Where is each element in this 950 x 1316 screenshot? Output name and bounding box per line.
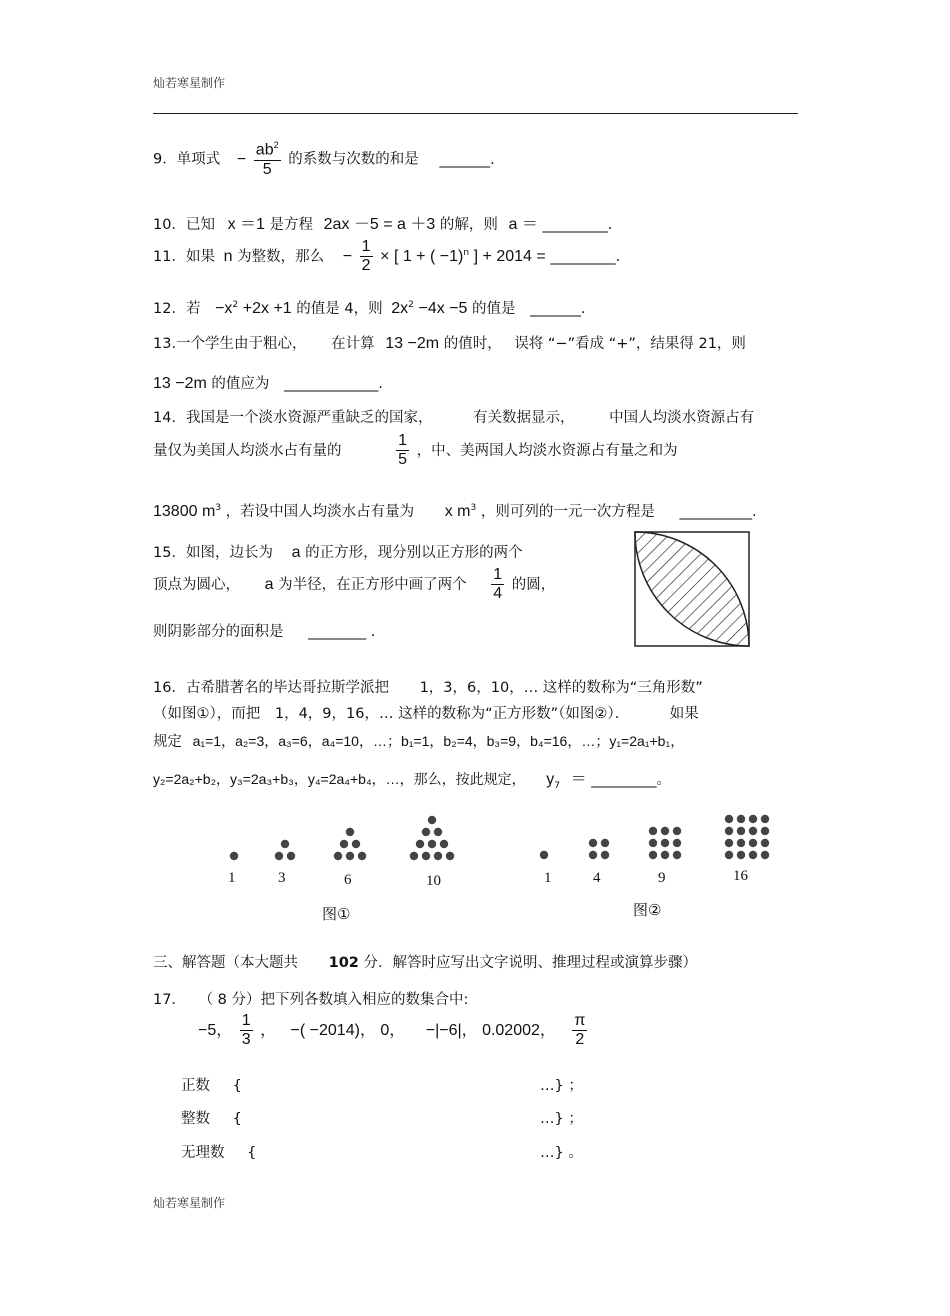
q12-text1: 的值是 4，则 xyxy=(296,301,383,317)
triangular-dot xyxy=(422,828,430,836)
square-dot xyxy=(601,839,609,847)
triangular-dot xyxy=(358,852,366,860)
q15-frac-num: 1 xyxy=(493,566,503,583)
q14-text-line2b: ，中、美两国人均淡水资源占有量之和为 xyxy=(416,442,678,459)
header-rule xyxy=(153,113,798,114)
square-dot xyxy=(761,827,769,835)
square-dot xyxy=(737,815,745,823)
q16-line2b: 1，4，9，16，… 这样的数称为“正方形数”（如图②）． xyxy=(274,706,630,722)
q17-f2-den: 2 xyxy=(575,1031,585,1049)
set-open: { xyxy=(232,1078,242,1094)
square-dot xyxy=(540,851,548,859)
question-16-line2 xyxy=(153,702,699,723)
q14-text-c: 中国人均淡水资源占有 xyxy=(609,410,755,426)
q9-text: 的系数与次数的和是 xyxy=(288,151,419,168)
q10-text1: 是方程 xyxy=(269,217,314,233)
q16-line2a: （如图①），而把 xyxy=(153,706,261,722)
q16-line3a: 规定 xyxy=(153,734,182,750)
question-16-line3 xyxy=(153,730,684,751)
triangular-dot xyxy=(334,852,342,860)
q14-frac-num: 1 xyxy=(398,432,408,449)
triangular-dot xyxy=(428,840,436,848)
q15-line2a: 顶点为圆心， xyxy=(153,576,240,593)
triangular-dot xyxy=(230,852,238,860)
figure-1-caption: 图① xyxy=(322,905,351,923)
q13-blank[interactable]: _____________. xyxy=(284,376,383,392)
q13-text-a: 13.一个学生由于粗心， xyxy=(153,336,307,352)
question-17-title xyxy=(153,988,468,1009)
square-dot xyxy=(725,839,733,847)
set-name: 无理数 xyxy=(181,1145,225,1161)
q11-label: 11．如果 xyxy=(153,248,215,265)
q13-text-b: 在计算 xyxy=(331,336,375,352)
q17-n4: −|−6|， 0.02002， xyxy=(425,1022,556,1040)
q15-line2c: 的圆， xyxy=(511,576,556,593)
square-dot xyxy=(589,851,597,859)
section3-c: 分．解答时应写出文字说明、推理过程或演算步骤） xyxy=(363,955,697,971)
question-15-line2 xyxy=(153,566,555,604)
q17-f1-den: 3 xyxy=(241,1031,251,1049)
square-dot xyxy=(589,839,597,847)
q15-line3: 则阴影部分的面积是 xyxy=(153,624,284,640)
question-10 xyxy=(153,211,612,234)
sq-label-9: 9 xyxy=(658,870,666,886)
triangular-dots xyxy=(225,805,485,875)
square-dot xyxy=(761,815,769,823)
square-dots xyxy=(535,808,775,868)
q9-frac-exp: 2 xyxy=(273,140,279,150)
tri-label-6: 6 xyxy=(344,872,352,888)
q15-fraction xyxy=(491,566,504,604)
sq-label-16: 16 xyxy=(733,868,748,884)
question-13-line1 xyxy=(153,332,746,353)
q13-text-c: 的值时， xyxy=(443,336,502,352)
q9-fraction xyxy=(254,140,281,179)
q16-line1a: 16．古希腊著名的毕达哥拉斯学派把 xyxy=(153,680,389,696)
q16-line3b: a₁=1，a₂=3，a₃=6，a₄=10，…；b₁=1，b₂=4，b₃=9，b₄=16，…；y₁=2a₁+b₁， xyxy=(192,733,685,749)
q11-fraction xyxy=(360,238,373,276)
square-dot xyxy=(749,851,757,859)
q17-n1: −5， xyxy=(198,1022,233,1040)
q14-m2: x m xyxy=(444,503,471,520)
question-16-line1 xyxy=(153,676,703,697)
q16-line2c: 如果 xyxy=(669,706,699,722)
square-dot xyxy=(761,851,769,859)
question-15-line3 xyxy=(153,620,375,641)
q14-frac-den: 5 xyxy=(398,451,408,469)
q16-y7-sub: 7 xyxy=(554,780,561,791)
q14-e2: 3 xyxy=(470,503,477,514)
q9-neg: − xyxy=(236,150,247,168)
set-name: 正数 xyxy=(181,1078,210,1094)
square-dot xyxy=(737,827,745,835)
q16-line1b: 1，3，6，10，… 这样的数称为“三角形数” xyxy=(419,680,703,696)
q13-text-d: 误将 “−”看成 “+”，结果得 21，则 xyxy=(514,336,746,352)
question-17-numbers xyxy=(198,1012,590,1050)
q11-frac-den: 2 xyxy=(361,257,371,275)
q12-m3: 2x xyxy=(391,300,409,317)
q17-n2: ， xyxy=(260,1022,277,1040)
set-close-positive[interactable]: …} ； xyxy=(540,1078,583,1094)
q14-text-line3b: ，则可列的一元一次方程是 xyxy=(480,504,655,520)
q16-line4a: y₂=2a₂+b₂，y₃=2a₃+b₃，y₄=2a₄+b₄，…，那么，按此规定， xyxy=(153,771,526,787)
q9-frac-den: 5 xyxy=(262,160,272,178)
triangular-dot xyxy=(416,840,424,848)
question-12 xyxy=(153,297,586,318)
square-dot xyxy=(649,851,657,859)
q11-expr2: ] + 2014 = xyxy=(473,247,546,265)
set-close-integer[interactable]: …} ； xyxy=(540,1111,583,1127)
set-open: { xyxy=(247,1145,257,1161)
q14-blank[interactable]: __________. xyxy=(679,504,757,520)
set-close-irrational[interactable]: …} 。 xyxy=(540,1145,583,1161)
page-header: 灿若寒星制作 xyxy=(153,76,226,90)
triangular-dot xyxy=(352,840,360,848)
section-3-heading xyxy=(153,951,697,972)
q9-blank[interactable]: _______. xyxy=(439,151,495,168)
triangular-dot xyxy=(428,816,436,824)
question-11 xyxy=(153,238,620,276)
square-dot xyxy=(649,839,657,847)
square-dot xyxy=(737,851,745,859)
question-13-line2 xyxy=(153,372,383,393)
triangular-dot xyxy=(340,840,348,848)
sq-label-1: 1 xyxy=(544,870,552,886)
q12-e3: 2 xyxy=(408,300,414,311)
triangular-dot xyxy=(275,852,283,860)
set-row-positive xyxy=(181,1074,242,1095)
q10-math2: 2ax －5 = a ＋3 xyxy=(323,216,436,233)
question-15-line1 xyxy=(153,541,523,562)
q17-frac2 xyxy=(572,1012,587,1050)
q10-blank[interactable]: _________. xyxy=(542,217,613,233)
square-dot xyxy=(673,851,681,859)
question-14-line3 xyxy=(153,500,757,521)
q11-n: n xyxy=(223,247,233,265)
q11-neg: − xyxy=(342,247,353,265)
square-dot xyxy=(725,827,733,835)
q14-text-a: 14．我国是一个淡水资源严重缺乏的国家， xyxy=(153,410,433,426)
square-dot xyxy=(601,851,609,859)
square-dot xyxy=(725,851,733,859)
q15-line1: 15．如图，边长为 xyxy=(153,545,273,561)
q16-y7: y xyxy=(546,771,555,788)
q10-text2: 的解，则 xyxy=(439,217,498,233)
set-row-integer xyxy=(181,1107,242,1128)
q17-frac1 xyxy=(240,1012,253,1050)
triangular-dot xyxy=(446,852,454,860)
section3-b: 102 xyxy=(328,955,359,971)
square-dot xyxy=(649,827,657,835)
tri-label-1: 1 xyxy=(228,870,236,886)
tri-label-3: 3 xyxy=(278,870,286,886)
q14-text-b: 有关数据显示， xyxy=(473,410,575,426)
q9-label: 9．单项式 xyxy=(153,151,221,168)
triangular-dot xyxy=(422,852,430,860)
triangular-dot xyxy=(287,852,295,860)
question-14-line2 xyxy=(153,432,678,470)
q12-m2: +2x +1 xyxy=(242,300,292,317)
tri-label-10: 10 xyxy=(426,873,441,889)
q12-label: 12．若 xyxy=(153,301,201,317)
q10-math3: a ＝ xyxy=(508,216,538,233)
q12-e1: 2 xyxy=(232,300,239,311)
page-footer: 灿若寒星制作 xyxy=(153,1196,226,1210)
q13-m1: 13 −2m xyxy=(385,335,440,352)
section3-a: 三、解答题（本大题共 xyxy=(153,955,298,971)
square-dot xyxy=(661,839,669,847)
q15-a2: a xyxy=(264,575,274,593)
square-dot xyxy=(749,839,757,847)
q15-blank[interactable]: ________ . xyxy=(308,624,376,640)
q17-title: （ 8 分）把下列各数填入相应的数集合中: xyxy=(198,992,469,1008)
square-lens-figure xyxy=(634,531,750,647)
q16-blank[interactable]: _________。 xyxy=(591,772,672,788)
square-dot xyxy=(673,839,681,847)
q17-num: 17． xyxy=(153,992,186,1008)
square-dot xyxy=(673,827,681,835)
q15-line1b: 的正方形，现分别以正方形的两个 xyxy=(305,545,523,561)
question-14-line1 xyxy=(153,406,754,427)
q14-text-line3a: ，若设中国人均淡水占有量为 xyxy=(225,504,415,520)
q13-line2: 的值应为 xyxy=(211,376,270,392)
q15-line2b: 为半径，在正方形中画了两个 xyxy=(278,576,467,593)
square-dot xyxy=(749,815,757,823)
q10-label: 10．已知 xyxy=(153,217,215,233)
q17-f1-num: 1 xyxy=(241,1012,251,1029)
q11-text1: 为整数，那么 xyxy=(237,248,325,265)
triangular-dot xyxy=(440,840,448,848)
set-open: { xyxy=(232,1111,242,1127)
square-dot xyxy=(749,827,757,835)
triangular-dot xyxy=(346,828,354,836)
q10-math1: x ＝1 xyxy=(227,216,265,233)
q17-n3: −( −2014)， 0， xyxy=(290,1022,406,1040)
q17-f2-num: π xyxy=(574,1012,586,1029)
q15-frac-den: 4 xyxy=(493,585,503,603)
q12-m4: −4x −5 xyxy=(418,300,468,317)
q11-frac-num: 1 xyxy=(361,238,371,255)
square-dot xyxy=(661,827,669,835)
question-16-line4 xyxy=(153,766,671,791)
q14-text-line2a: 量仅为美国人均淡水占有量的 xyxy=(153,442,342,459)
q14-fraction xyxy=(396,432,409,470)
triangular-dot xyxy=(281,840,289,848)
q11-expr: × [ 1 + ( −1) xyxy=(380,247,464,265)
square-dot xyxy=(661,851,669,859)
set-row-irrational xyxy=(181,1141,256,1162)
q9-frac-num: ab xyxy=(255,141,274,159)
triangular-dot xyxy=(434,828,442,836)
q16-eq: ＝ xyxy=(570,771,587,788)
q12-m1: −x xyxy=(215,300,233,317)
sq-label-4: 4 xyxy=(593,870,601,886)
q12-text2: 的值是 xyxy=(472,301,516,317)
q11-exp: n xyxy=(463,248,470,259)
square-dot xyxy=(725,815,733,823)
square-dot xyxy=(761,839,769,847)
q11-blank[interactable]: _________. xyxy=(550,248,621,265)
q14-e1: 3 xyxy=(215,503,221,514)
triangular-dot xyxy=(346,852,354,860)
question-9 xyxy=(153,140,495,179)
q13-m2: 13 −2m xyxy=(153,375,207,392)
figure-2-caption: 图② xyxy=(633,901,662,919)
q12-blank[interactable]: _______. xyxy=(530,301,586,317)
set-name: 整数 xyxy=(181,1111,210,1127)
triangular-dot xyxy=(410,852,418,860)
square-dot xyxy=(737,839,745,847)
triangular-dot xyxy=(434,852,442,860)
q14-m1: 13800 m xyxy=(153,503,216,520)
q15-a1: a xyxy=(291,544,301,561)
